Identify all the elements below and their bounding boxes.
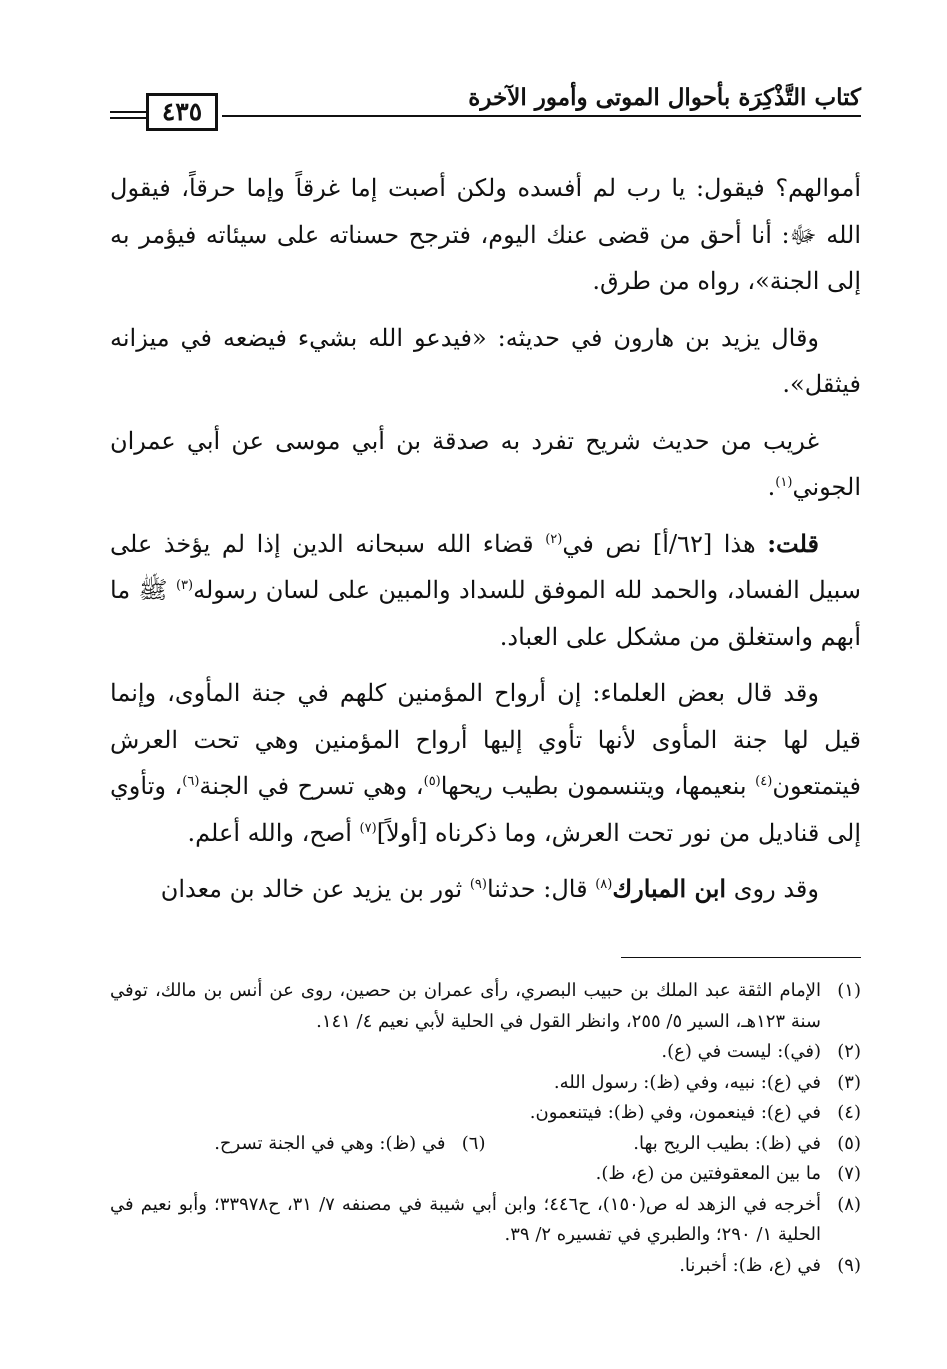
paragraph-2 <box>110 315 861 408</box>
footnote-text: في (ظ): بطيب الريح بها. <box>633 1132 821 1154</box>
footnote-text: (في): ليست في (ع). <box>661 1041 821 1062</box>
paragraph-5 <box>110 670 861 856</box>
paragraph-4-text-c: ﷺ ما أبهم واستغلق من مشكل على العباد. <box>110 576 861 651</box>
running-title: كتاب التَّذْكِرَة بأحوال الموتى وأمور الآخرة <box>468 84 861 111</box>
paragraph-5-text-a: وقد قال بعض العلماء: إن أرواح المؤمنين كلهم في جنة المأوى، وإنما قيل لها جنة المأوى لأنها تأوي إليها أرواح المؤمنين وهي تحت العرش فيتمتعون <box>110 679 861 800</box>
footnote-number: (٢) <box>837 1041 861 1062</box>
paragraph-4-text-a: هذا [٦٢/أ] نص في <box>562 529 768 558</box>
footnote-number: (٥) <box>837 1132 861 1154</box>
footnote-text: في (ع): نبيه، وفي (ظ): رسول الله. <box>553 1071 821 1093</box>
paragraph-5-text-c: ، وهي تسرح في الجنة <box>199 772 424 800</box>
footnote-7 <box>110 1159 861 1190</box>
footnote-6 <box>110 1129 486 1160</box>
paragraph-4-text-b: قضاء الله سبحانه الدين إذا لم يؤخذ على سبيل الفساد، والحمد لله الموفق للسداد والمبين على لسان رسوله <box>110 529 862 604</box>
paragraph-5-text-b: بنعيمها، ويتنسمون بطيب ريحها <box>440 772 756 800</box>
paragraph-3 <box>110 418 861 511</box>
paragraph-2-text: وقال يزيد بن هارون في حديثه: «فيدعو الله بشيء فيضعه في ميزانه فيثقل». <box>110 323 861 398</box>
footnote-number: (٣) <box>837 1071 861 1093</box>
header-rule-double-bottom <box>110 117 146 119</box>
footnote-number: (٩) <box>837 1254 861 1276</box>
paragraph-6-text-c: ثور بن يزيد عن خالد بن معدان <box>160 875 470 903</box>
paragraph-6 <box>110 866 861 913</box>
footnote-text: أخرجه في الزهد له ص(١٥٠)، ح٤٤٦؛ وابن أبي شيبة في مصنفه ٧/ ٣١، ح٣٣٩٧٨؛ وأبو نعيم في الحلية ١/ ٢٩٠؛ والطبري في تفسيره ٢/ ٣٩. <box>110 1193 821 1245</box>
footnote-marker: (٨) <box>595 877 613 892</box>
footnote-1 <box>110 976 861 1037</box>
footnote-8 <box>110 1190 861 1251</box>
footnote-3 <box>110 1068 861 1099</box>
footnote-text: في (ظ): وهي في الجنة تسرح. <box>214 1132 446 1154</box>
paragraph-5-text-e: أصح، والله أعلم. <box>187 818 360 847</box>
footnote-text: الإمام الثقة عبد الملك بن حبيب البصري، رأى عمران بن حصين، روى عن أنس بن مالك، توفي سنة ١٢٣هـ، السير ٥/ ٢٥٥، وانظر القول في الحلية لأبي نعيم ٤/ ١٤١. <box>110 980 821 1032</box>
footnote-marker: (١) <box>775 475 793 490</box>
footnote-marker: (٥) <box>423 774 441 789</box>
footnotes <box>110 976 861 1281</box>
footnote-number: (٤) <box>837 1102 861 1123</box>
footnote-text: في (ع): فينعمون، وفي (ظ): فيتنعمون. <box>529 1102 821 1123</box>
footnote-2 <box>110 1037 861 1068</box>
footnote-marker: (٦) <box>182 774 200 789</box>
footnote-5 <box>486 1129 862 1160</box>
paragraph-3-end: . <box>767 473 776 501</box>
footnote-4 <box>110 1098 861 1129</box>
paragraph-4-label: قلت: <box>767 528 820 558</box>
paragraph-4 <box>110 521 861 661</box>
footnote-marker: (٩) <box>469 877 487 892</box>
paragraph-1-text: أموالهم؟ فيقول: يا رب لم أفسده ولكن أصبت إما غرقاً وإما حرقاً، فيقول الله ﷻ: أنا أحق من قضى عنك اليوم، فترجح حسناته على سيئاته فيؤمر به إلى الجنة»، رواه من طرق. <box>110 174 861 295</box>
footnote-number: (١) <box>837 980 861 1001</box>
footnote-number: (٧) <box>837 1163 861 1184</box>
paragraph-3-text: غريب من حديث شريح تفرد به صدقة بن أبي موسى عن أبي عمران الجوني <box>110 426 861 501</box>
paragraph-6-text-a: وقد روى <box>726 875 819 903</box>
footnote-number: (٦) <box>461 1132 486 1154</box>
footnote-marker: (٢) <box>545 531 563 547</box>
footnote-9 <box>110 1251 861 1282</box>
footnote-marker: (٤) <box>755 774 773 789</box>
paragraph-6-name: ابن المبارك <box>612 874 727 903</box>
header-rule-double-top <box>110 111 146 113</box>
footnote-5-6-row <box>110 1129 861 1160</box>
paragraph-5-text-d: ، وتأوي إلى قناديل من نور تحت العرش، وما ذكرناه [أولاً] <box>110 772 861 847</box>
page-number: ٤٣٥ <box>146 93 218 131</box>
main-text <box>110 165 861 923</box>
footnote-number: (٨) <box>837 1193 861 1215</box>
footnote-marker: (٣) <box>175 578 194 593</box>
paragraph-1 <box>110 165 861 305</box>
header-rule <box>222 115 861 117</box>
paragraph-6-text-b: قال: حدثنا <box>486 875 596 903</box>
footnote-separator <box>621 957 861 958</box>
footnote-text: في (ع، ظ): أخبرنا. <box>679 1254 821 1276</box>
footnote-marker: (٧) <box>359 820 377 836</box>
footnote-text: ما بين المعقوفتين من (ع، ظ). <box>595 1163 821 1184</box>
